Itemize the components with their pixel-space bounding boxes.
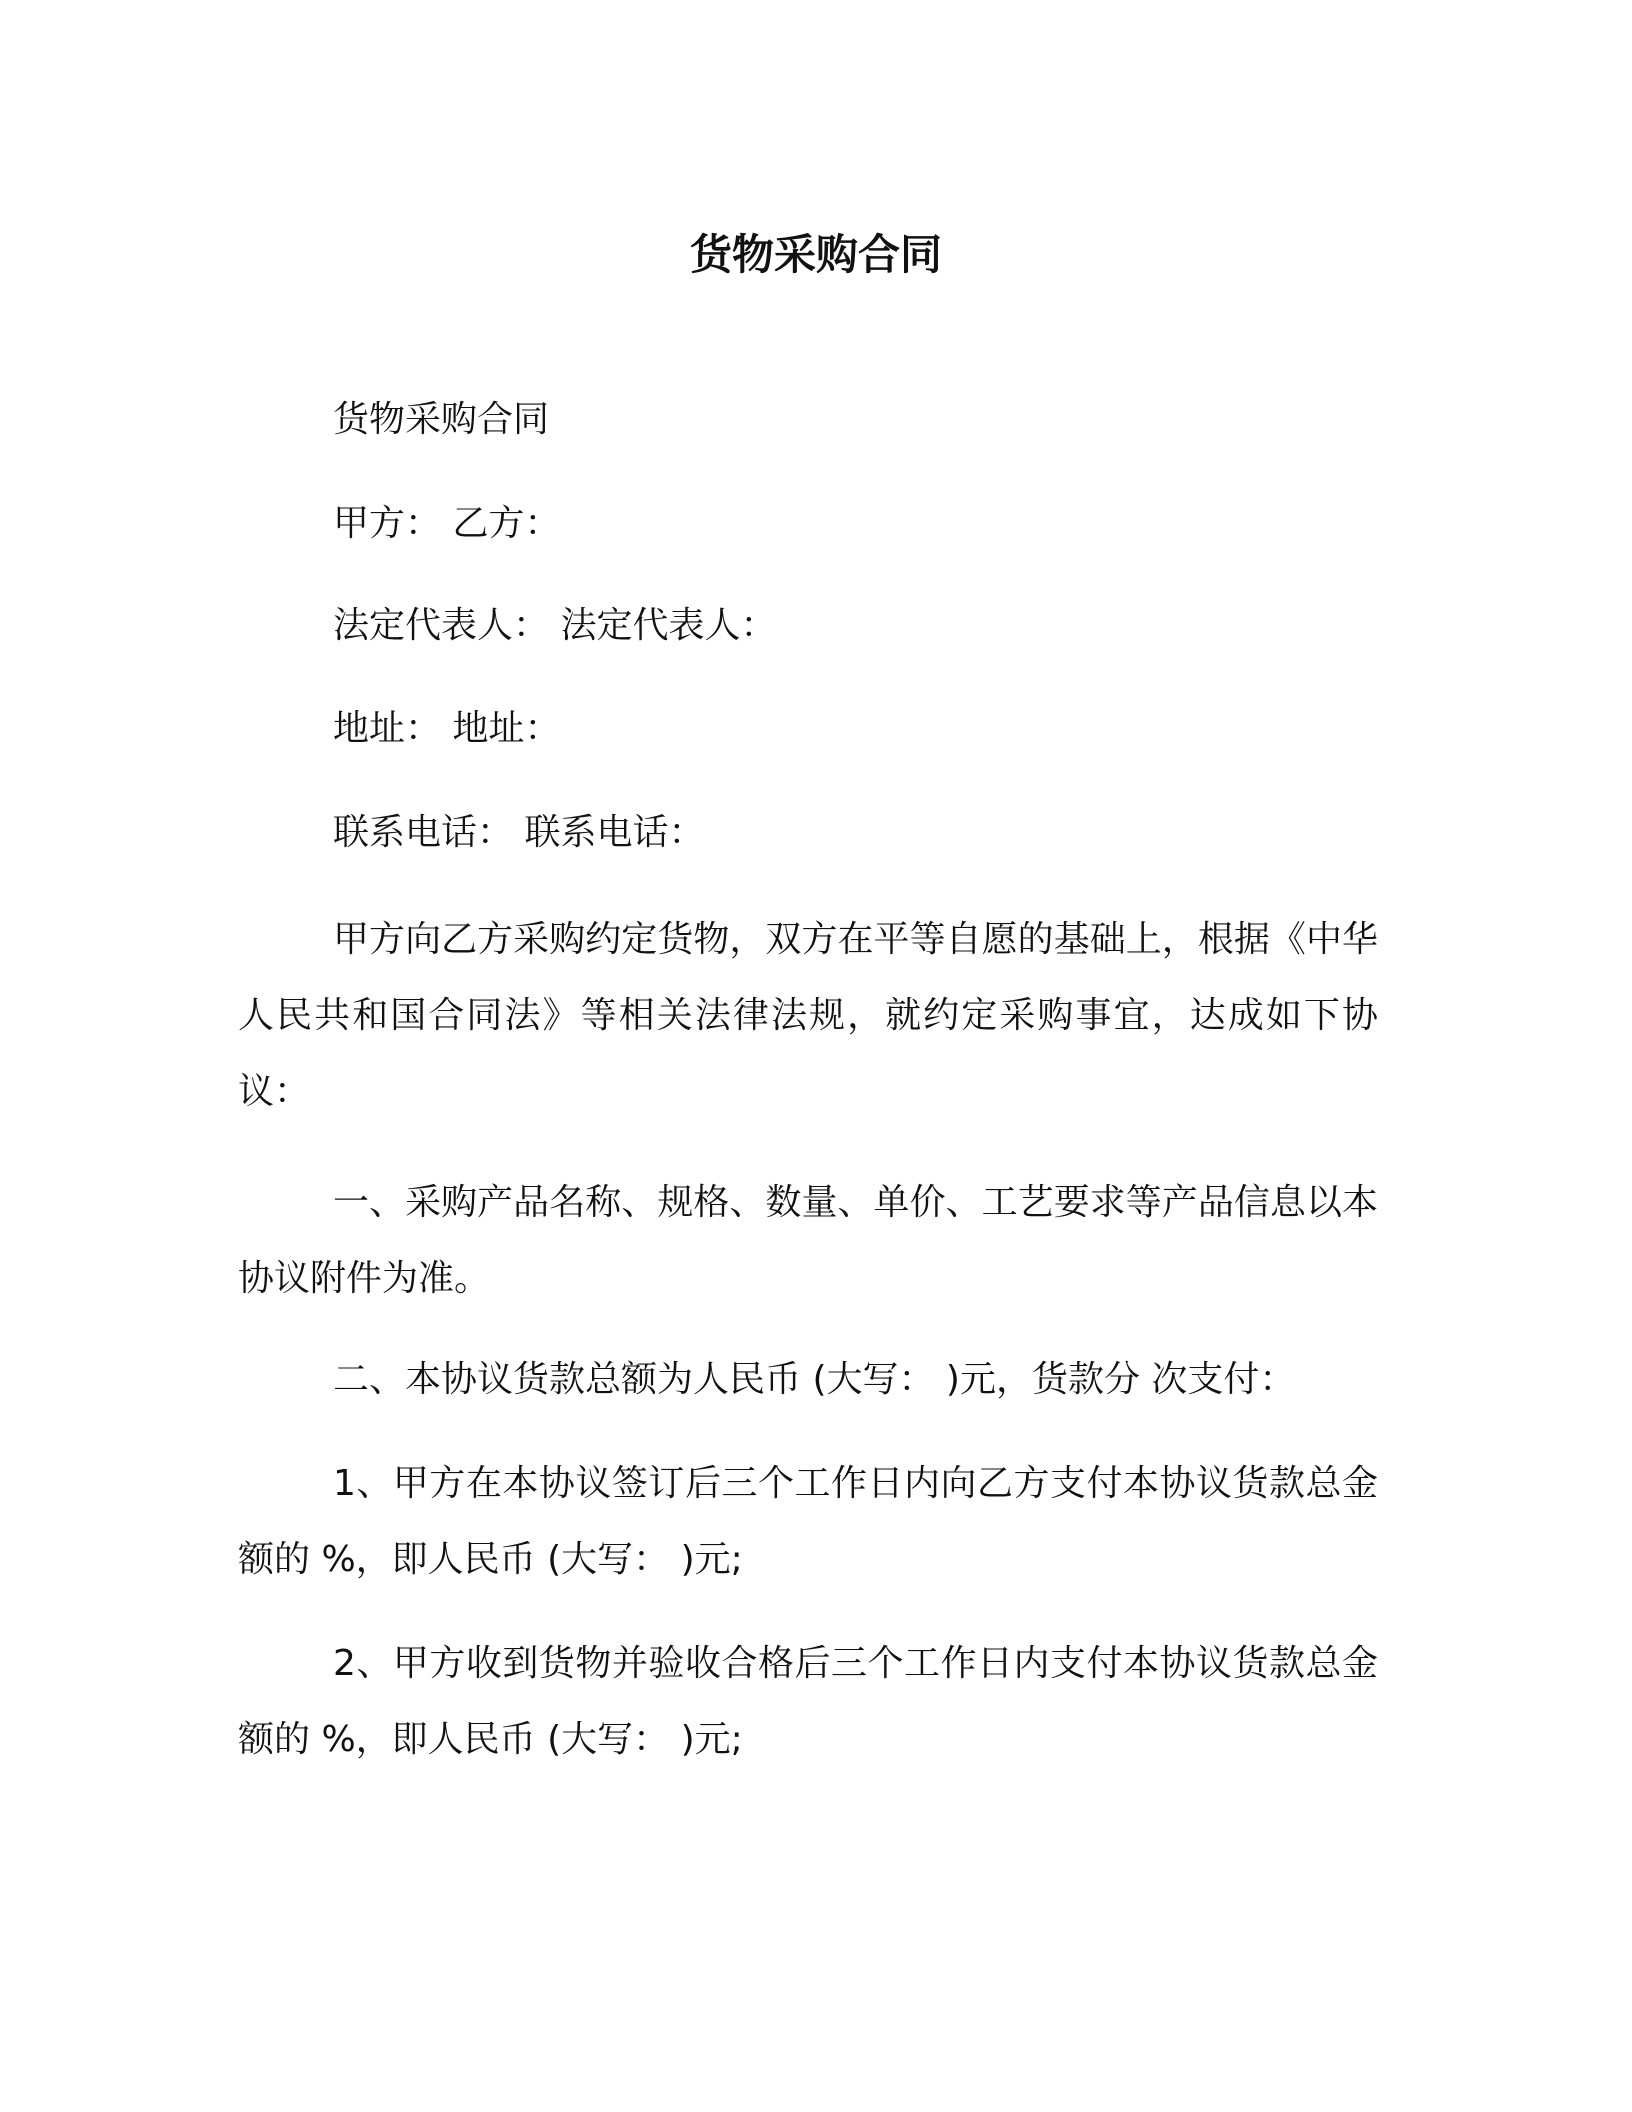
address-line: 地址： 地址：	[333, 708, 561, 749]
subtitle-line: 货物采购合同	[333, 399, 550, 440]
payment-item-two-paragraph: 2、甲方收到货物并验收合格后三个工作日内支付本协议货款总金额的 %，即人民币 (大写： )元;	[238, 1643, 1378, 1760]
document-title: 货物采购合同	[689, 230, 942, 279]
clause-one-paragraph: 一、采购产品名称、规格、数量、单价、工艺要求等产品信息以本协议附件为准。	[238, 1182, 1378, 1299]
payment-item-one-paragraph: 1、甲方在本协议签订后三个工作日内向乙方支付本协议货款总金额的 %，即人民币 (大写： )元;	[238, 1463, 1378, 1580]
clause-two-paragraph: 二、本协议货款总额为人民币 (大写： )元，货款分 次支付：	[333, 1359, 1296, 1400]
phone-line: 联系电话： 联系电话：	[333, 812, 705, 853]
legal-representative-line: 法定代表人： 法定代表人：	[333, 605, 777, 646]
party-line: 甲方： 乙方：	[333, 503, 561, 544]
intro-paragraph: 甲方向乙方采购约定货物，双方在平等自愿的基础上，根据《中华人民共和国合同法》等相关法律法规，就约定采购事宜，达成如下协议：	[238, 919, 1378, 1112]
